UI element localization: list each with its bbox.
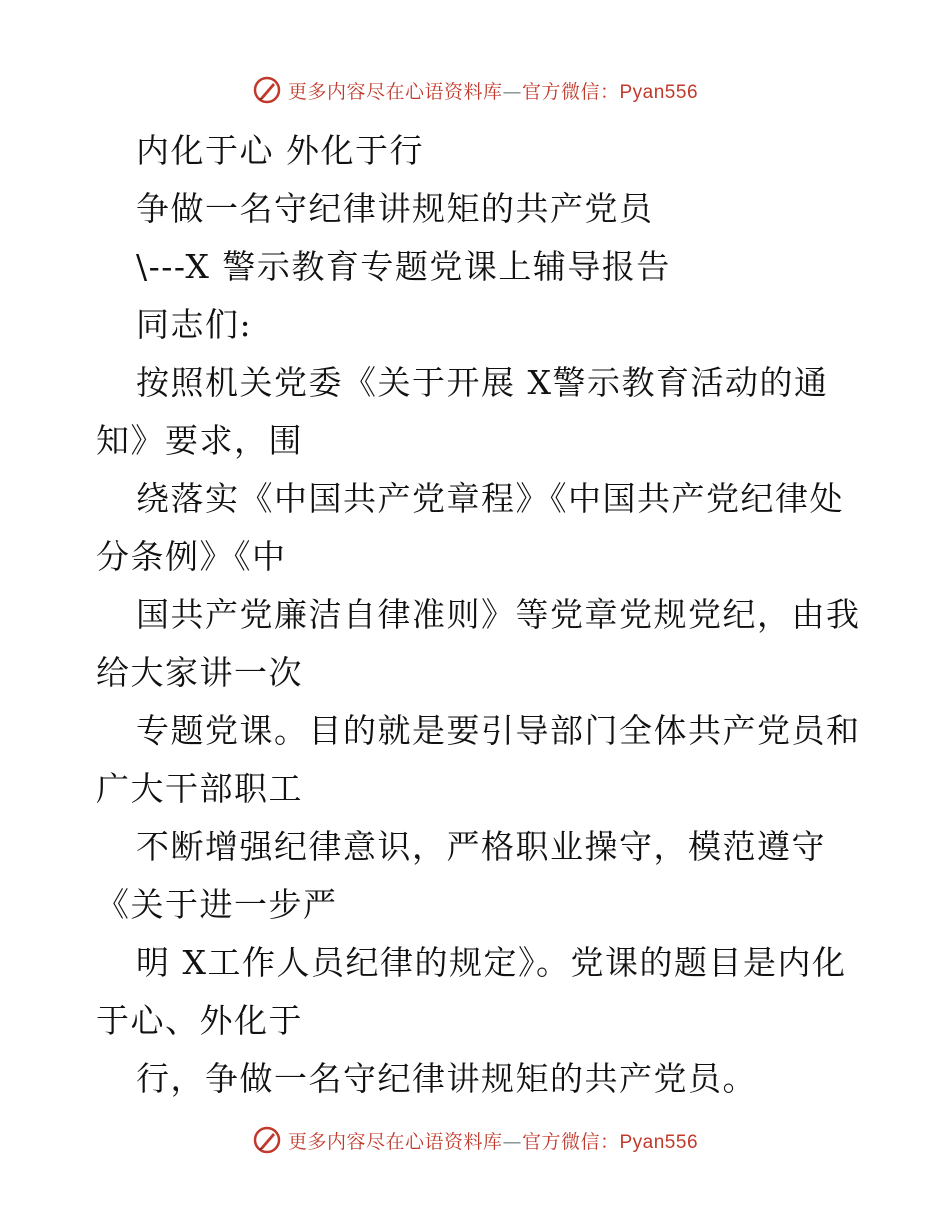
footer-watermark-text — [288, 1127, 698, 1154]
doc-paragraph-line: 明 X工作人员纪律的规定》。党课的题目是内化 — [136, 943, 847, 982]
doc-paragraph-line: 国共产党廉洁自律准则》等党章党规党纪，由我 — [136, 595, 861, 634]
doc-paragraph-line: 给大家讲一次 — [96, 653, 303, 692]
quill-circle-logo-icon — [252, 1125, 282, 1155]
doc-paragraph-line: 分条例》《中 — [96, 537, 287, 576]
footer-watermark-banner — [0, 1120, 950, 1160]
doc-paragraph-line: 知》要求，围 — [96, 421, 303, 460]
footer-watermark-suffix: 官方微信： — [521, 1130, 620, 1153]
quill-circle-logo-icon — [252, 75, 282, 105]
doc-salutation: 同志们: — [136, 305, 253, 344]
document-body — [96, 122, 866, 1108]
header-watermark-wechat-id: Pyan556 — [619, 81, 699, 103]
doc-subtitle-line: \---X 警示教育专题党课上辅导报告 — [136, 247, 671, 286]
footer-watermark-dash: — — [502, 1130, 522, 1153]
doc-paragraph-line: 于心、外化于 — [96, 1001, 303, 1040]
doc-paragraph-line: 行，争做一名守纪律讲规矩的共产党员。 — [136, 1059, 757, 1098]
footer-watermark-wechat-id: Pyan556 — [619, 1131, 699, 1153]
doc-title-line-1: 内化于心 外化于行 — [136, 131, 424, 170]
doc-paragraph-line: 按照机关党委《关于开展 X警示教育活动的通 — [136, 363, 829, 402]
header-watermark-text — [288, 77, 698, 104]
header-watermark-suffix: 官方微信： — [521, 80, 620, 103]
doc-paragraph-line: 《关于进一步严 — [96, 885, 338, 924]
doc-paragraph-line: 广大干部职工 — [96, 769, 303, 808]
header-watermark-dash: — — [502, 80, 522, 103]
footer-watermark-main: 更多内容尽在心语资料库 — [287, 1130, 503, 1153]
doc-paragraph-line: 不断增强纪律意识，严格职业操守，模范遵守 — [136, 827, 826, 866]
header-watermark-banner — [0, 70, 950, 110]
doc-title-line-2: 争做一名守纪律讲规矩的共产党员 — [136, 189, 654, 228]
doc-paragraph-line: 绕落实《中国共产党章程》《中国共产党纪律处 — [136, 479, 844, 518]
header-watermark-main: 更多内容尽在心语资料库 — [287, 80, 503, 103]
doc-paragraph-line: 专题党课。目的就是要引导部门全体共产党员和 — [136, 711, 861, 750]
